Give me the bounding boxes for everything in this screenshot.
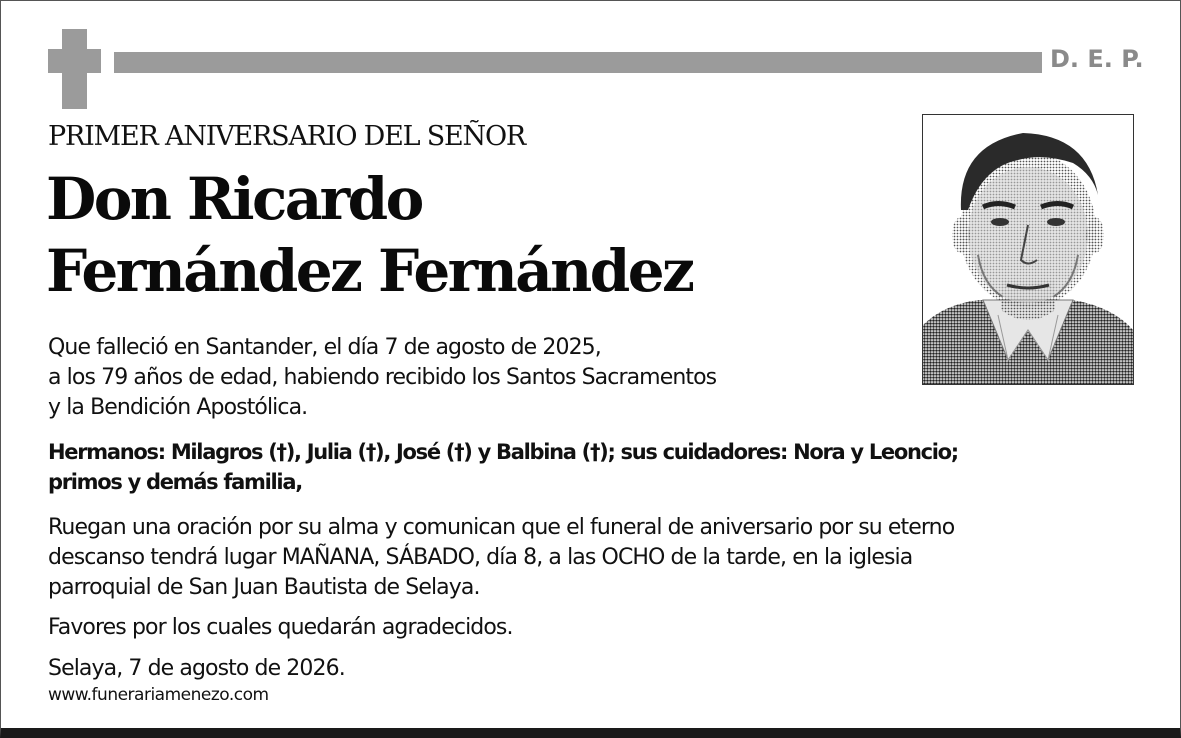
death-line: a los 79 años de edad, habiendo recibido los Santos Sacramentos bbox=[48, 365, 717, 390]
request-line: Ruegan una oración por su alma y comunican que el funeral de aniversario por su eterno bbox=[48, 515, 955, 540]
death-line: y la Bendición Apostólica. bbox=[48, 395, 308, 420]
deceased-name-line1: Don Ricardo bbox=[46, 165, 422, 233]
header-rule bbox=[114, 52, 1042, 73]
dep-badge: D. E. P. bbox=[1050, 45, 1144, 73]
portrait-image bbox=[923, 115, 1133, 384]
death-paragraph bbox=[48, 333, 716, 423]
thanks-line: Favores por los cuales quedarán agradecidos. bbox=[48, 615, 513, 640]
death-line: Que falleció en Santander, el día 7 de agosto de 2025, bbox=[48, 335, 601, 360]
family-line: Hermanos: Milagros (†), Julia (†), José (†) y Balbina (†); sus cuidadores: Nora y Leoncio; bbox=[48, 440, 958, 464]
deceased-portrait bbox=[922, 114, 1134, 385]
deceased-name-line2: Fernández Fernández bbox=[46, 237, 693, 305]
website-link[interactable]: www.funerariamenezo.com bbox=[48, 685, 269, 705]
request-paragraph bbox=[48, 513, 954, 603]
request-line: descanso tendrá lugar MAÑANA, SÁBADO, día 8, a las OCHO de la tarde, en la iglesia bbox=[48, 545, 913, 570]
cross-horizontal-bar bbox=[48, 49, 101, 73]
notice-subtitle: PRIMER ANIVERSARIO DEL SEÑOR bbox=[48, 121, 526, 152]
request-line: parroquial de San Juan Bautista de Selaya. bbox=[48, 575, 480, 600]
place-date: Selaya, 7 de agosto de 2026. bbox=[48, 656, 345, 681]
family-paragraph bbox=[48, 437, 958, 497]
family-line: primos y demás familia, bbox=[48, 470, 302, 494]
